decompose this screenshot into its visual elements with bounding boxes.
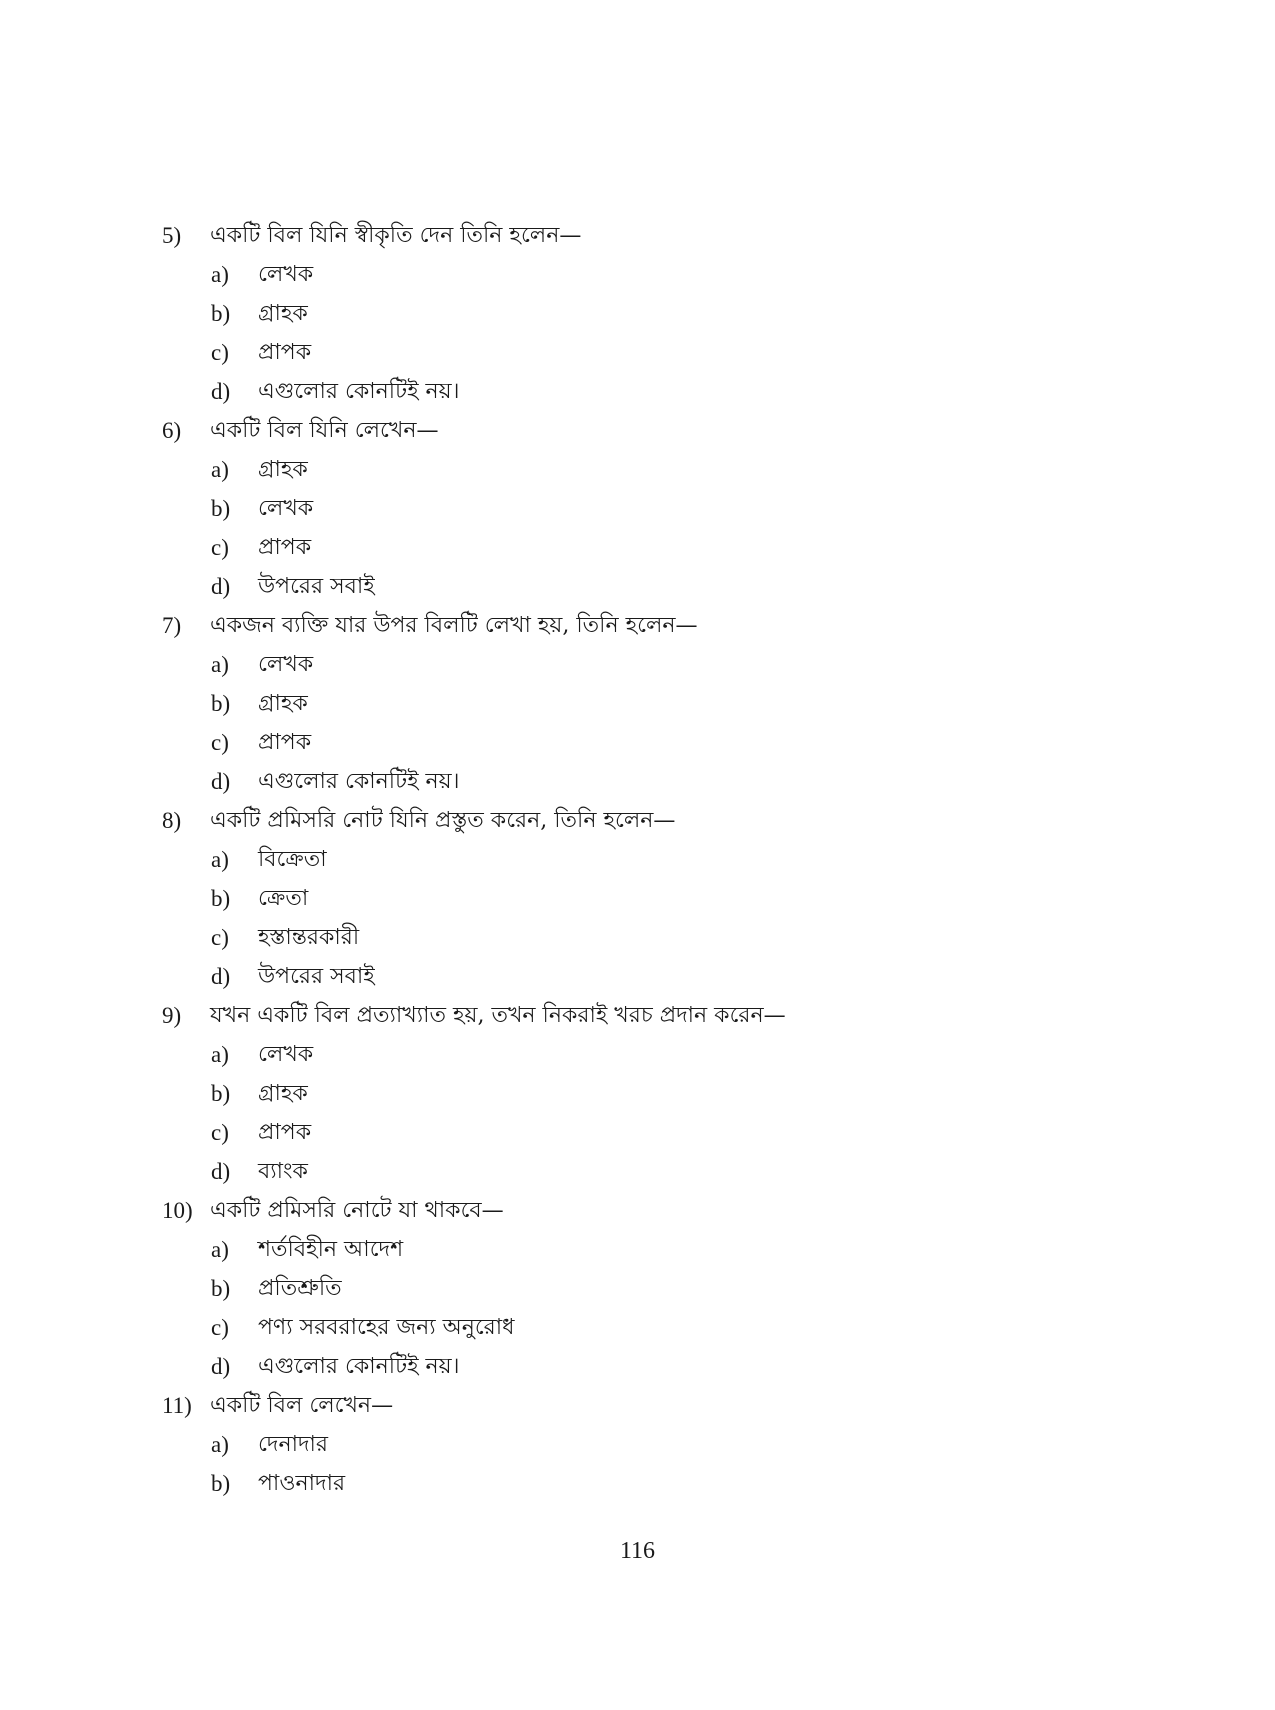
- option-text: উপরের সবাই: [258, 964, 375, 989]
- option-letter: b): [211, 691, 231, 716]
- question-row: [162, 801, 1162, 840]
- option-c: [162, 1308, 1162, 1347]
- question-6: [162, 411, 1162, 606]
- option-text: লেখক: [258, 496, 314, 521]
- option-d: [162, 762, 1162, 801]
- option-a: [162, 255, 1162, 294]
- option-d: [162, 1347, 1162, 1386]
- option-text: প্রাপক: [258, 535, 312, 560]
- option-text: শর্তবিহীন আদেশ: [258, 1237, 404, 1262]
- question-row: [162, 996, 1162, 1035]
- option-text: পাওনাদার: [258, 1471, 346, 1496]
- option-text: এগুলোর কোনটিই নয়।: [258, 769, 460, 794]
- option-letter: c): [211, 925, 229, 950]
- question-row: [162, 411, 1162, 450]
- question-text: একজন ব্যক্তি যার উপর বিলটি লেখা হয়, তিনি হলেন—: [210, 613, 698, 638]
- question-row: [162, 606, 1162, 645]
- option-text: উপরের সবাই: [258, 574, 375, 599]
- option-text: গ্রাহক: [258, 1081, 308, 1106]
- option-b: [162, 1074, 1162, 1113]
- question-5: [162, 216, 1162, 411]
- question-row: [162, 216, 1162, 255]
- option-letter: b): [211, 1471, 231, 1496]
- option-text: বিক্রেতা: [258, 847, 327, 872]
- option-letter: d): [211, 574, 231, 599]
- question-number: 7): [162, 613, 182, 638]
- option-text: এগুলোর কোনটিই নয়।: [258, 1354, 460, 1379]
- option-text: গ্রাহক: [258, 301, 308, 326]
- question-number: 11): [162, 1393, 192, 1418]
- option-d: [162, 1152, 1162, 1191]
- question-11: [162, 1386, 1162, 1503]
- option-b: [162, 1464, 1162, 1503]
- question-10: [162, 1191, 1162, 1386]
- option-b: [162, 879, 1162, 918]
- option-letter: b): [211, 1276, 231, 1301]
- option-c: [162, 918, 1162, 957]
- option-text: গ্রাহক: [258, 457, 308, 482]
- option-text: ব্যাংক: [258, 1159, 308, 1184]
- option-letter: a): [211, 262, 229, 287]
- option-c: [162, 723, 1162, 762]
- page-number: 116: [619, 1538, 656, 1564]
- option-text: পণ্য সরবরাহের জন্য অনুরোধ: [258, 1315, 515, 1340]
- option-text: হস্তান্তরকারী: [258, 925, 360, 950]
- option-a: [162, 1035, 1162, 1074]
- question-number: 5): [162, 223, 182, 248]
- option-d: [162, 957, 1162, 996]
- option-letter: a): [211, 1237, 229, 1262]
- option-letter: c): [211, 340, 229, 365]
- question-row: [162, 1386, 1162, 1425]
- question-8: [162, 801, 1162, 996]
- option-a: [162, 1425, 1162, 1464]
- question-text: একটি বিল লেখেন—: [210, 1393, 394, 1418]
- question-number: 10): [162, 1198, 193, 1223]
- question-list: [162, 216, 1162, 1503]
- option-letter: c): [211, 730, 229, 755]
- question-number: 6): [162, 418, 182, 443]
- option-c: [162, 528, 1162, 567]
- option-text: গ্রাহক: [258, 691, 308, 716]
- option-a: [162, 450, 1162, 489]
- option-text: ক্রেতা: [258, 886, 309, 911]
- option-b: [162, 489, 1162, 528]
- option-b: [162, 1269, 1162, 1308]
- option-text: দেনাদার: [258, 1432, 329, 1457]
- option-letter: d): [211, 379, 231, 404]
- question-text: একটি প্রমিসরি নোট যিনি প্রস্তুত করেন, তিনি হলেন—: [210, 808, 676, 833]
- question-text: যখন একটি বিল প্রত্যাখ্যাত হয়, তখন নিকরাই খরচ প্রদান করেন—: [210, 1003, 786, 1028]
- option-text: প্রাপক: [258, 340, 312, 365]
- option-text: প্রাপক: [258, 1120, 312, 1145]
- option-a: [162, 840, 1162, 879]
- option-letter: d): [211, 1159, 231, 1184]
- option-d: [162, 372, 1162, 411]
- option-a: [162, 1230, 1162, 1269]
- option-letter: a): [211, 847, 229, 872]
- question-9: [162, 996, 1162, 1191]
- question-text: একটি প্রমিসরি নোটে যা থাকবে—: [210, 1198, 504, 1223]
- option-text: লেখক: [258, 652, 314, 677]
- option-letter: b): [211, 301, 231, 326]
- question-number: 8): [162, 808, 182, 833]
- option-letter: d): [211, 964, 231, 989]
- option-letter: b): [211, 1081, 231, 1106]
- option-text: এগুলোর কোনটিই নয়।: [258, 379, 460, 404]
- option-a: [162, 645, 1162, 684]
- question-text: একটি বিল যিনি স্বীকৃতি দেন তিনি হলেন—: [210, 223, 582, 248]
- option-letter: a): [211, 457, 229, 482]
- option-d: [162, 567, 1162, 606]
- option-text: প্রাপক: [258, 730, 312, 755]
- option-letter: d): [211, 769, 231, 794]
- option-c: [162, 333, 1162, 372]
- option-letter: c): [211, 1120, 229, 1145]
- option-b: [162, 294, 1162, 333]
- option-letter: c): [211, 1315, 229, 1340]
- option-letter: d): [211, 1354, 231, 1379]
- option-letter: a): [211, 1432, 229, 1457]
- option-b: [162, 684, 1162, 723]
- question-text: একটি বিল যিনি লেখেন—: [210, 418, 439, 443]
- option-text: লেখক: [258, 262, 314, 287]
- question-7: [162, 606, 1162, 801]
- option-text: প্রতিশ্রুতি: [258, 1276, 342, 1301]
- option-letter: a): [211, 652, 229, 677]
- option-letter: b): [211, 496, 231, 521]
- option-c: [162, 1113, 1162, 1152]
- option-letter: c): [211, 535, 229, 560]
- option-letter: a): [211, 1042, 229, 1067]
- question-row: [162, 1191, 1162, 1230]
- option-text: লেখক: [258, 1042, 314, 1067]
- question-number: 9): [162, 1003, 182, 1028]
- option-letter: b): [211, 886, 231, 911]
